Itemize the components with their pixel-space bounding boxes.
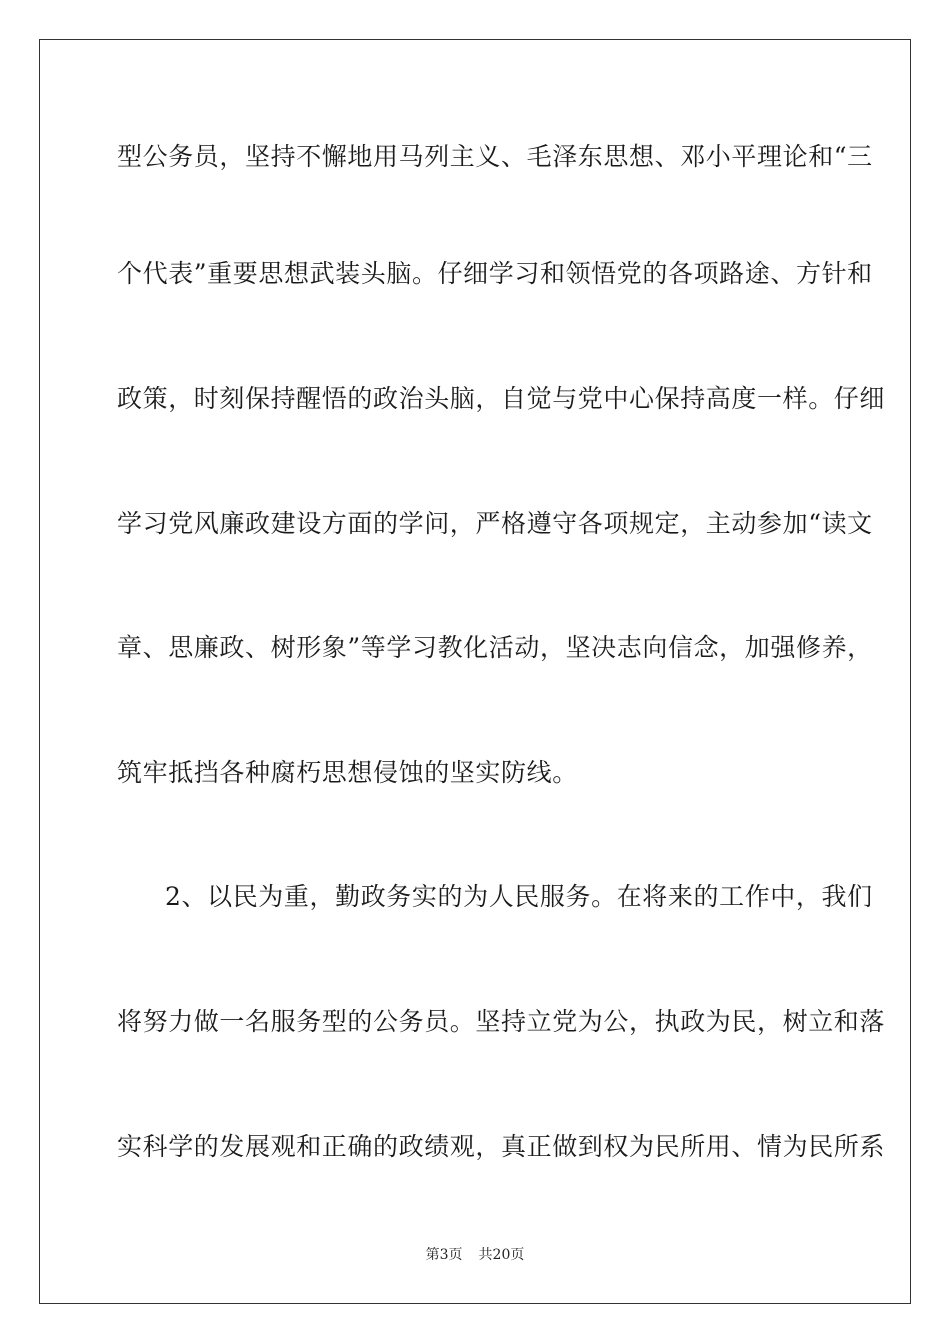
paragraph-line-1: 型公务员，坚持不懈地用马列主义、毛泽东思想、邓小平理论和“三 <box>117 142 873 171</box>
page-total: 共20页 <box>478 1247 525 1263</box>
paragraph-line-5: 章、思廉政、树形象”等学习教化活动，坚决志向信念，加强修养， <box>117 633 873 662</box>
page-footer <box>0 1246 950 1264</box>
page-border <box>39 39 911 1304</box>
paragraph-line-9: 实科学的发展观和正确的政绩观，真正做到权为民所用、情为民所系 <box>117 1132 886 1161</box>
paragraph-line-7: 2、以民为重，勤政务实的为人民服务。在将来的工作中，我们 <box>165 882 873 911</box>
paragraph-line-3: 政策，时刻保持醒悟的政治头脑，自觉与党中心保持高度一样。仔细 <box>117 384 886 413</box>
paragraph-line-2: 个代表”重要思想武装头脑。仔细学习和领悟党的各项路途、方针和 <box>117 259 873 288</box>
paragraph-line-8: 将努力做一名服务型的公务员。坚持立党为公，执政为民，树立和落 <box>117 1007 886 1036</box>
paragraph-line-6: 筑牢抵挡各种腐朽思想侵蚀的坚实防线。 <box>117 758 578 787</box>
paragraph-line-4: 学习党风廉政建设方面的学问，严格遵守各项规定，主动参加“读文 <box>117 509 873 538</box>
page-number: 第3页 <box>425 1247 463 1263</box>
